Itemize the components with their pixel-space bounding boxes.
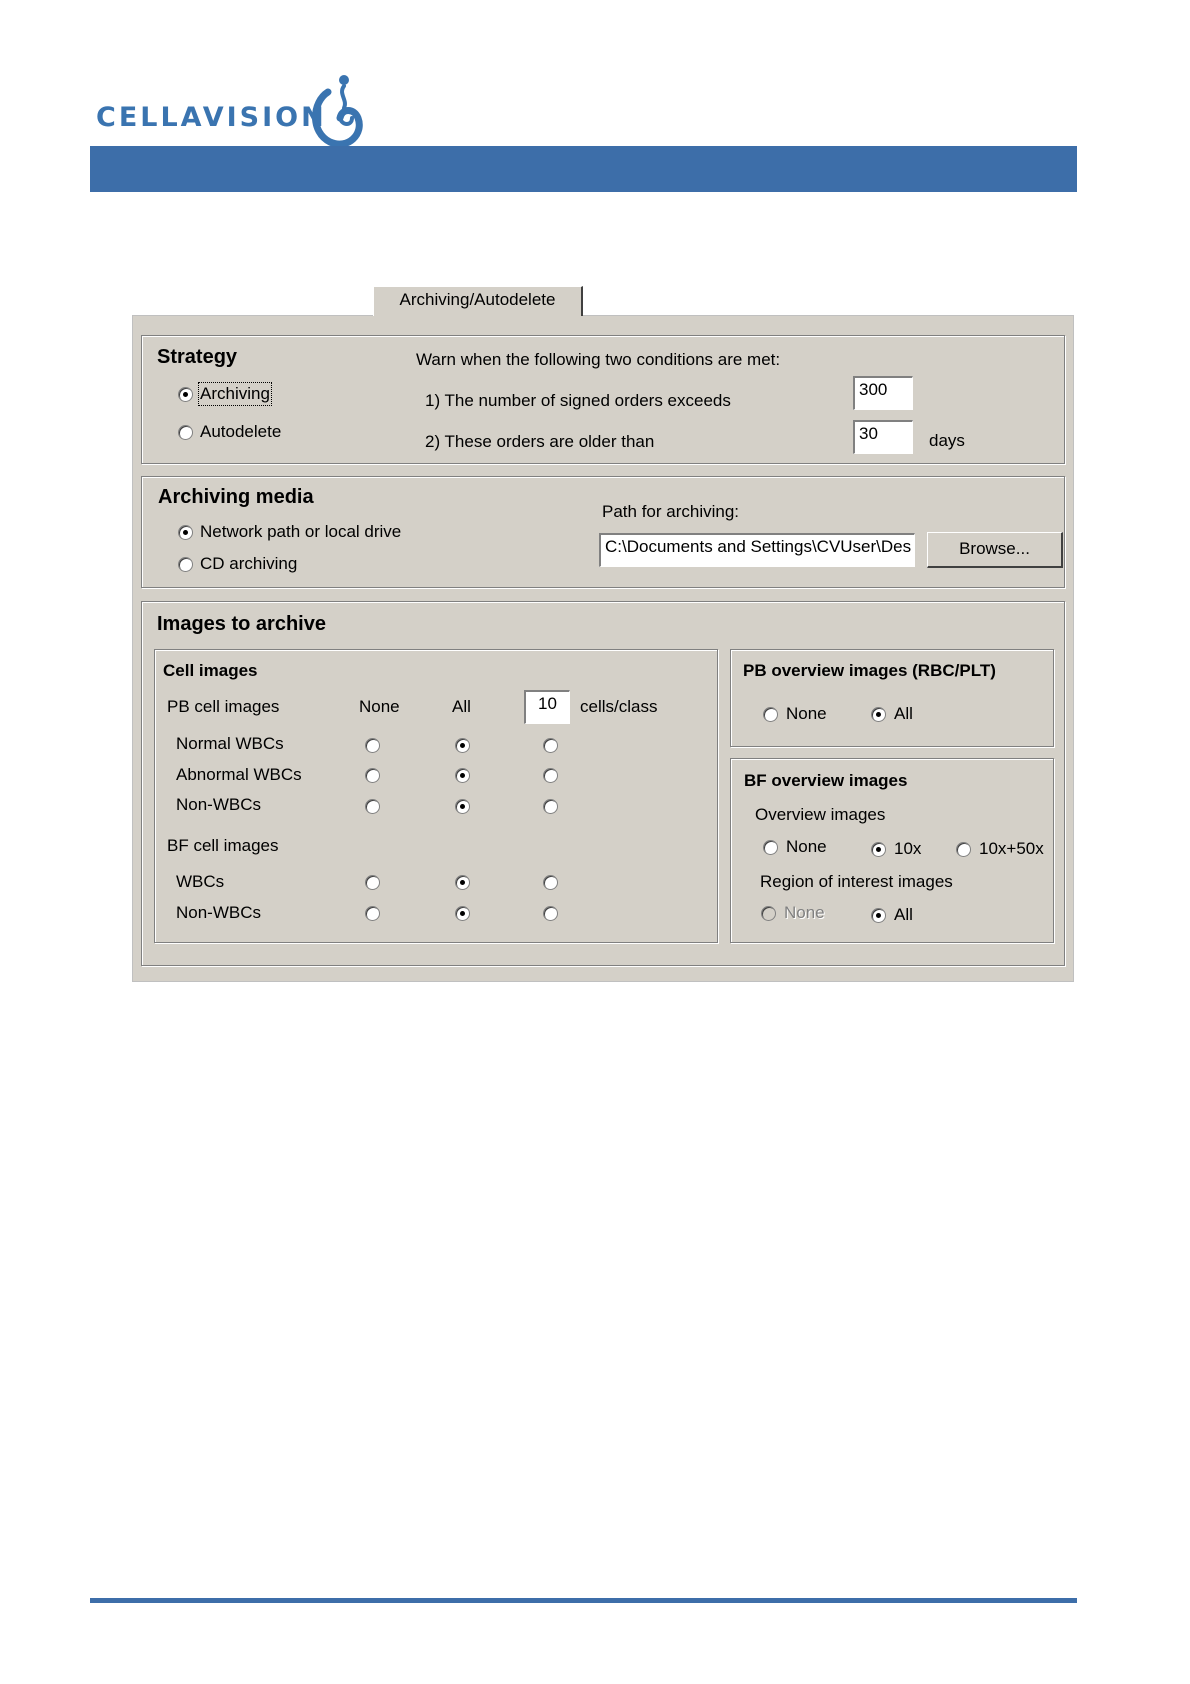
roi-all-radio[interactable]	[871, 908, 886, 923]
condition1-label: 1) The number of signed orders exceeds	[425, 391, 731, 410]
archiving-media-title: Archiving media	[158, 486, 314, 508]
network-path-label[interactable]: Network path or local drive	[200, 522, 402, 541]
abnormal-wbcs-none-radio[interactable]	[365, 768, 380, 783]
abnormal-wbcs-all-radio[interactable]	[455, 768, 470, 783]
strategy-group	[141, 335, 1065, 464]
pb-non-wbcs-all-radio[interactable]	[455, 799, 470, 814]
normal-wbcs-label: Normal WBCs	[176, 734, 284, 753]
cd-archiving-radio[interactable]	[178, 557, 193, 572]
logo-text: CELLAVISION	[96, 102, 327, 133]
path-label: Path for archiving:	[602, 502, 740, 521]
logo-swirl-icon	[308, 72, 366, 147]
tab-panel	[132, 315, 1074, 982]
roi-all-label[interactable]: All	[894, 905, 913, 924]
pb-overview-none-label[interactable]: None	[786, 704, 827, 723]
strategy-title: Strategy	[157, 346, 238, 368]
bf-wbcs-label: WBCs	[176, 872, 225, 891]
pb-overview-group	[730, 649, 1054, 747]
browse-button[interactable]: Browse...	[927, 532, 1063, 568]
images-to-archive-group	[141, 601, 1065, 966]
pb-overview-none-radio[interactable]	[763, 707, 778, 722]
normal-wbcs-all-radio[interactable]	[455, 738, 470, 753]
bf-wbcs-all-radio[interactable]	[455, 875, 470, 890]
network-path-radio[interactable]	[178, 525, 193, 540]
cells-per-class-label: cells/class	[580, 697, 658, 716]
pb-non-wbcs-cells-radio[interactable]	[543, 799, 558, 814]
bf-non-wbcs-label: Non-WBCs	[176, 903, 262, 922]
older-than-input[interactable]: 30	[853, 420, 913, 454]
tab-archiving-autodelete[interactable]: Archiving/Autodelete	[373, 286, 583, 316]
archiving-label[interactable]: Archiving	[200, 384, 270, 403]
pb-overview-all-radio[interactable]	[871, 707, 886, 722]
archiving-dialog	[132, 286, 1074, 982]
pb-overview-title: PB overview images (RBC/PLT)	[743, 661, 996, 680]
warn-text: Warn when the following two conditions are met:	[416, 350, 781, 369]
images-to-archive-title: Images to archive	[157, 613, 326, 635]
bf-cell-images-label: BF cell images	[167, 836, 279, 855]
pb-overview-all-label[interactable]: All	[894, 704, 913, 723]
autodelete-radio[interactable]	[178, 425, 193, 440]
bf-non-wbcs-all-radio[interactable]	[455, 906, 470, 921]
bf-overview-10x-radio[interactable]	[871, 842, 886, 857]
roi-images-label: Region of interest images	[760, 872, 953, 891]
cells-per-class-input[interactable]: 10	[524, 690, 570, 724]
roi-none-label[interactable]: None	[784, 903, 825, 922]
bf-overview-10x50x-radio[interactable]	[956, 842, 971, 857]
normal-wbcs-cells-radio[interactable]	[543, 738, 558, 753]
bf-non-wbcs-cells-radio[interactable]	[543, 906, 558, 921]
normal-wbcs-none-radio[interactable]	[365, 738, 380, 753]
none-column-header: None	[359, 697, 400, 716]
bf-overview-group	[730, 758, 1054, 943]
all-column-header: All	[452, 697, 471, 716]
autodelete-label[interactable]: Autodelete	[200, 422, 282, 441]
cell-images-title: Cell images	[163, 661, 258, 680]
bf-wbcs-cells-radio[interactable]	[543, 875, 558, 890]
bf-overview-10x-label[interactable]: 10x	[894, 839, 922, 858]
pb-non-wbcs-none-radio[interactable]	[365, 799, 380, 814]
archiving-media-group	[141, 476, 1065, 588]
cellavision-logo	[96, 72, 366, 147]
archiving-radio[interactable]	[178, 387, 193, 402]
archive-path-input[interactable]: C:\Documents and Settings\CVUser\Des	[599, 533, 915, 567]
condition2-label: 2) These orders are older than	[425, 432, 655, 451]
cd-archiving-label[interactable]: CD archiving	[200, 554, 298, 573]
footer-line	[90, 1598, 1077, 1603]
header-bar	[90, 146, 1077, 192]
signed-orders-input[interactable]: 300	[853, 376, 913, 410]
bf-overview-none-radio[interactable]	[763, 840, 778, 855]
bf-non-wbcs-none-radio[interactable]	[365, 906, 380, 921]
bf-overview-title: BF overview images	[744, 771, 908, 790]
days-label: days	[929, 431, 965, 450]
abnormal-wbcs-label: Abnormal WBCs	[176, 765, 302, 784]
abnormal-wbcs-cells-radio[interactable]	[543, 768, 558, 783]
bf-wbcs-none-radio[interactable]	[365, 875, 380, 890]
pb-cell-images-label: PB cell images	[167, 697, 280, 716]
cell-images-group	[154, 649, 718, 943]
bf-overview-10x50x-label[interactable]: 10x+50x	[979, 839, 1044, 858]
pb-non-wbcs-label: Non-WBCs	[176, 795, 262, 814]
roi-none-radio[interactable]	[761, 906, 776, 921]
overview-images-label: Overview images	[755, 805, 886, 824]
bf-overview-none-label[interactable]: None	[786, 837, 827, 856]
